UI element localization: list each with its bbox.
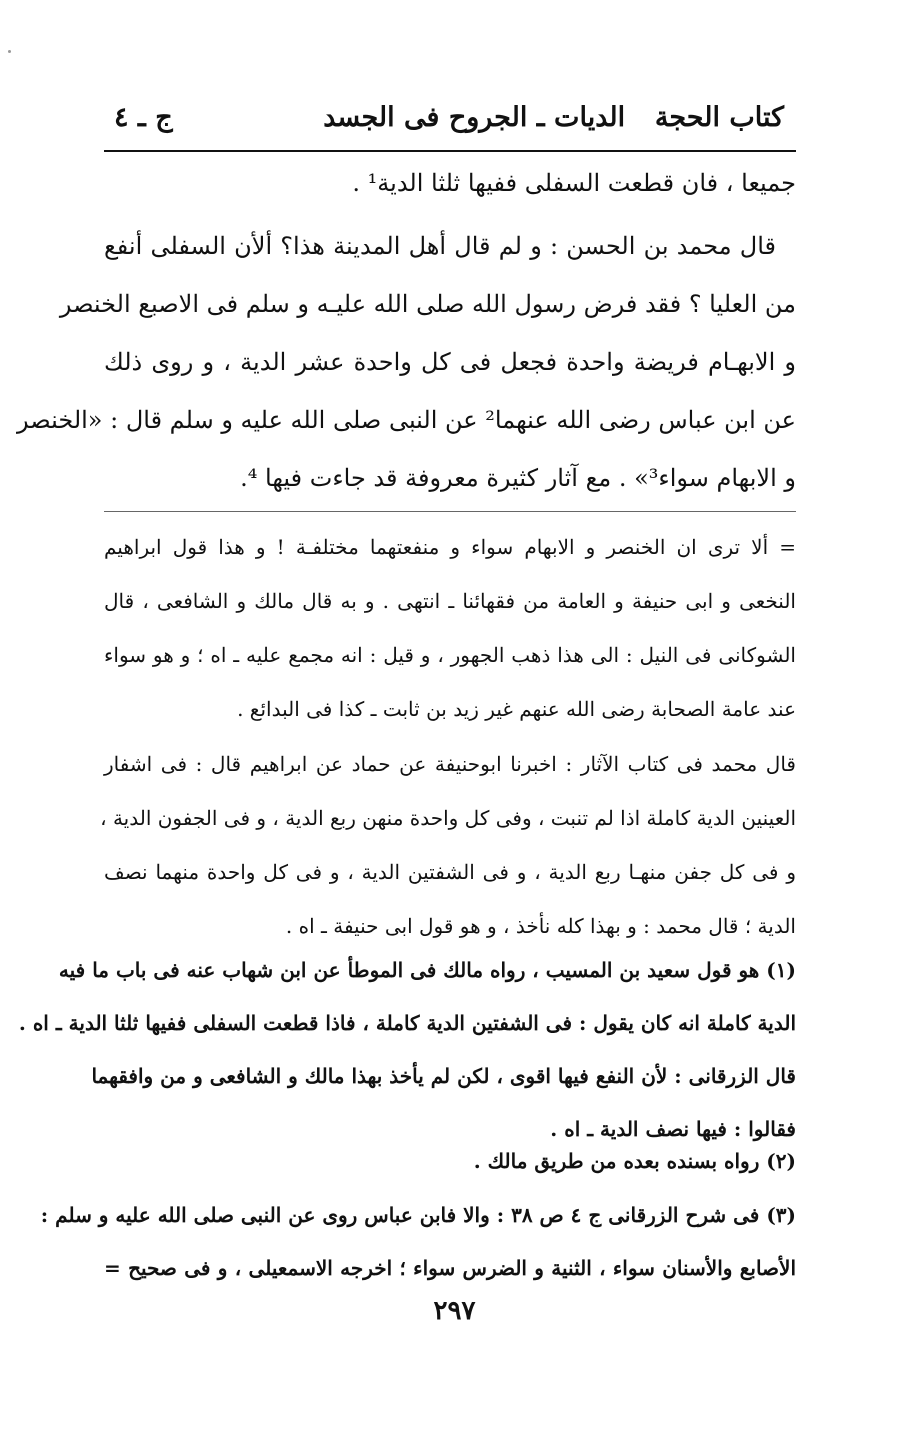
header-book-title: كتاب الحجة — [654, 102, 784, 133]
running-header — [104, 98, 796, 142]
main-line: جميعا ، فان قطعت السفلى ففيها ثلثا الدية¹ . — [352, 169, 796, 197]
footnote-line: فقالوا : فيها نصف الدية ـ اه . — [550, 1117, 796, 1141]
note-line: عند عامة الصحابة رضى الله عنهم غير زيد بن ثابت ـ كذا فى البدائع . — [237, 697, 796, 721]
footnote-1 — [18, 944, 796, 1156]
main-line: عن ابن عباس رضى الله عنهما² عن النبى صلى الله عليه و سلم قال : «الخنصر — [17, 406, 796, 434]
footnote-3 — [40, 1189, 796, 1295]
main-text-top — [104, 154, 796, 212]
page-number: ٢٩٧ — [433, 1296, 476, 1326]
footnote-line: (١) هو قول سعيد بن المسيب ، رواه مالك فى الموطأ عن ابن شهاب عنه فى باب ما فيه — [58, 958, 796, 982]
note-line: = ألا ترى ان الخنصر و الابهام سواء و منفعتهما مختلفـة ! و هذا قول ابراهيم — [104, 535, 796, 559]
footnote-line: قال الزرقانى : لأن النفع فيها اقوى ، لكن لم يأخذ بهذا مالك و الشافعى و من وافقهما — [91, 1064, 796, 1088]
scan-speck — [8, 50, 11, 53]
note-athar — [100, 737, 796, 953]
note-line: و فى كل جفن منهـا ربع الدية ، و فى الشفتين الدية ، و فى كل واحدة منهما نصف — [104, 860, 796, 884]
footnote-line: الدية كاملة انه كان يقول : فى الشفتين الدية كاملة ، فاذا قطعت السفلى ففيها ثلثا الدية ـ اه . — [18, 1011, 796, 1035]
header-volume: ج ـ ٤ — [114, 102, 173, 133]
note-line: الشوكانى فى النيل : الى هذا ذهب الجهور ، و قيل : انه مجمع عليه ـ اه ؛ و هو سواء — [104, 643, 796, 667]
note-line: العينين الدية كاملة اذا لم تنبت ، وفى كل واحدة منهن ربع الدية ، و فى الجفون الدية ، — [100, 806, 796, 830]
main-line: من العليا ؟ فقد فرض رسول الله صلى الله عليـه و سلم فى الاصبع الخنصر — [59, 290, 796, 318]
header-chapter-title: الديات ـ الجروح فى الجسد — [323, 102, 626, 133]
main-line: و الابهام سواء³» . مع آثار كثيرة معروفة قد جاءت فيها ⁴. — [240, 464, 796, 492]
notes-separator — [104, 511, 796, 512]
note-continuation — [104, 520, 796, 736]
header-rule — [104, 150, 796, 152]
footnote-line: (٢) رواه بسنده بعده من طريق مالك . — [473, 1149, 796, 1173]
note-line: قال محمد فى كتاب الآثار : اخبرنا ابوحنيفة عن حماد عن ابراهيم قال : فى اشفار — [104, 752, 796, 776]
note-line: الدية ؛ قال محمد : و بهذا كله نأخذ ، و هو قول ابى حنيفة ـ اه . — [285, 914, 796, 938]
main-line: قال محمد بن الحسن : و لم قال أهل المدينة هذا؟ ألأن السفلى أنفع — [104, 232, 776, 260]
note-line: النخعى و ابى حنيفة و العامة من فقهائنا ـ انتهى . و به قال مالك و الشافعى ، قال — [104, 589, 796, 613]
main-line: و الابهـام فريضة واحدة فجعل فى كل واحدة عشر الدية ، و روى ذلك — [104, 348, 796, 376]
footnote-line: الأصابع والأسنان سواء ، الثنية و الضرس سواء ؛ اخرجه الاسمعيلى ، و فى صحيح = — [104, 1256, 796, 1280]
footnote-line: (٣) فى شرح الزرقانى ج ٤ ص ٣٨ : والا فابن عباس روى عن النبى صلى الله عليه و سلم : — [40, 1203, 796, 1227]
main-paragraph — [17, 217, 796, 507]
footnote-2 — [104, 1135, 796, 1188]
